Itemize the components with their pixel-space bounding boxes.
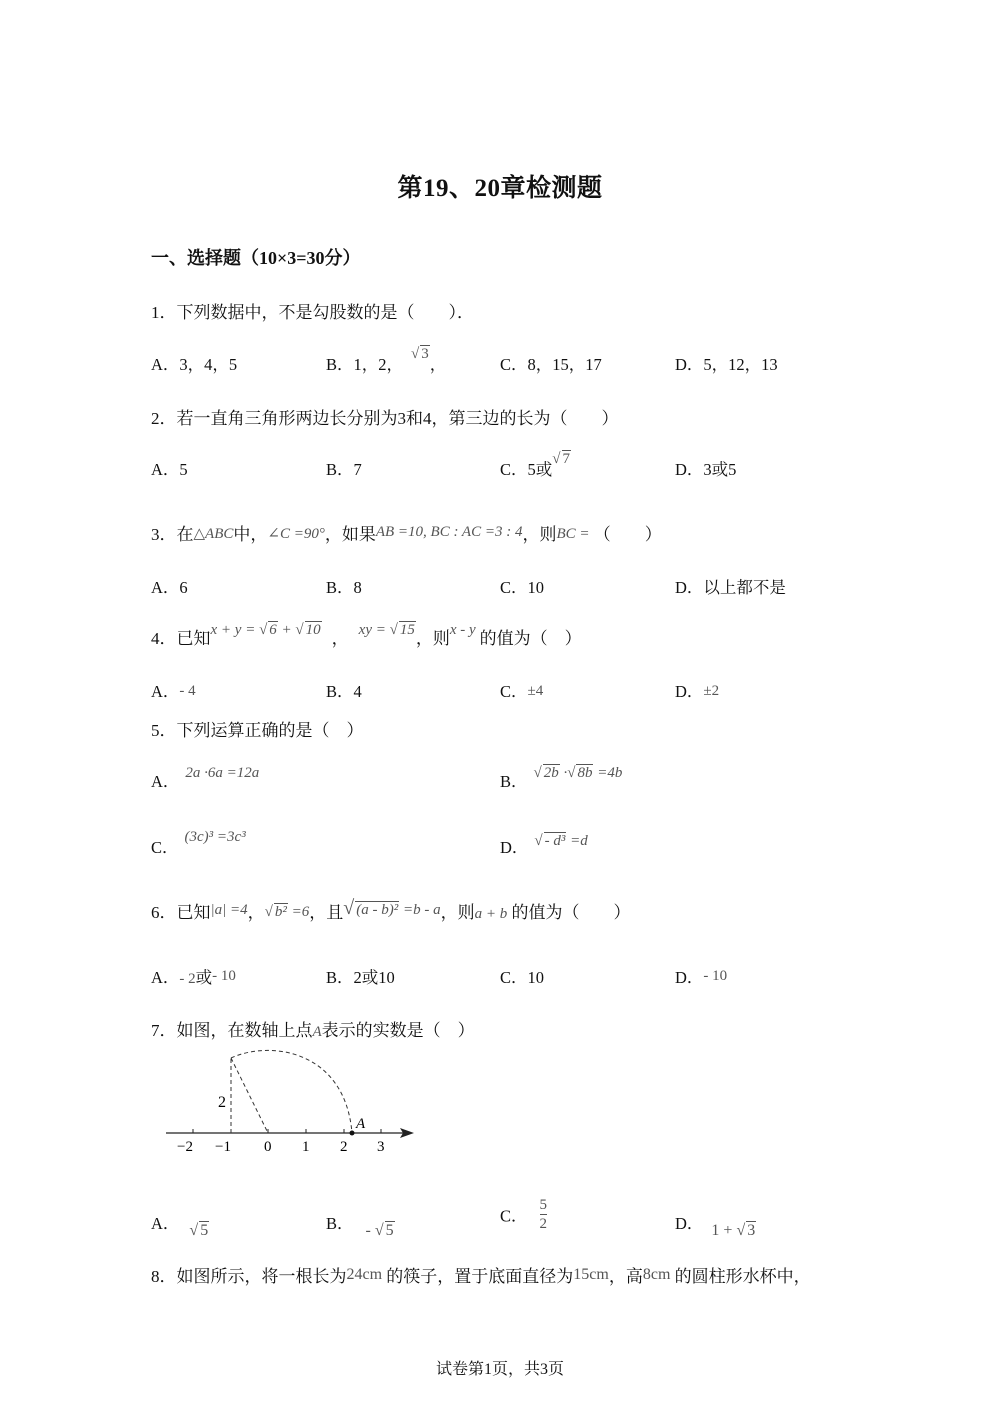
question-7-stem: 7．如图，在数轴上点A表示的实数是（ ） <box>151 1021 475 1040</box>
question-3-stem: 3．在△ABC中，∠C =90°，如果AB =10, BC : AC =3 : 4，则BC = （ ） <box>151 524 662 544</box>
q4-option-c: C．±4 <box>500 682 544 701</box>
number-line-figure <box>160 1045 420 1160</box>
point-a-label: A <box>356 1116 366 1132</box>
tick-label: −2 <box>177 1139 193 1155</box>
question-4-stem: 4．已知x + y = √ 6 + √ 10 ， xy = √ 15，则x - y 的值为（ ） <box>151 622 582 648</box>
q5-option-c: C．(3c)³ =3c³ <box>151 829 246 857</box>
q7-option-b: B． - √ 5 <box>326 1214 394 1239</box>
q2-option-c: C．5或√ 7 <box>500 451 570 479</box>
q7-option-a: A． √ 5 <box>151 1214 209 1239</box>
question-8-stem: 8．如图所示，将一根长为24cm 的筷子，置于底面直径为15cm，高8cm 的圆柱形水杯中， <box>151 1266 811 1286</box>
sqrt-radicand: 3 <box>421 346 429 362</box>
section-heading: 一、选择题（10×3=30分） <box>151 248 361 268</box>
hypotenuse-dashed-segment <box>231 1058 268 1133</box>
q4-option-b: B．4 <box>326 682 362 701</box>
q5-option-a: A． 2a ·6a =12a <box>151 765 260 791</box>
compass-arc <box>231 1050 352 1133</box>
q5-option-d: D． √ - d³ =d <box>500 833 588 857</box>
q3-option-a: A．6 <box>151 578 188 597</box>
q7-option-c: C． $\frac{5}{2}$ <box>500 1197 548 1232</box>
point-a <box>350 1131 355 1136</box>
question-6-stem: 6．已知|a| =4，√ b² =6，且√ (a - b)² =b - a，则a + b 的值为（ ） <box>151 897 631 922</box>
q1-option-b: B．1，2，√ 3， <box>326 346 447 374</box>
q3-option-c: C．10 <box>500 578 545 597</box>
question-5-stem: 5．下列运算正确的是（ ） <box>151 721 364 740</box>
tick-label: 0 <box>264 1139 272 1155</box>
tick-label: 1 <box>302 1139 310 1155</box>
q6-option-d: D．- 10 <box>675 968 728 987</box>
q7-option-d: D． 1 + √ 3 <box>675 1214 756 1239</box>
q2-option-d: D．3或5 <box>675 460 737 479</box>
tick-label: 2 <box>340 1139 348 1155</box>
tick-label: −1 <box>215 1139 231 1155</box>
q1-option-c: C．8，15，17 <box>500 355 602 374</box>
page-footer: 试卷第1页，共3页 <box>435 1361 564 1378</box>
q4-option-a: A．- 4 <box>151 682 196 701</box>
height-label: 2 <box>218 1094 226 1111</box>
q4-option-d: D．±2 <box>675 682 720 701</box>
q6-option-a: A．- 2或- 10 <box>151 968 236 987</box>
page-title: 第19、20章检测题 <box>397 175 603 202</box>
q1-option-a: A．3，4，5 <box>151 355 238 374</box>
q5-option-b: B． √ 2b ·√ 8b =4b <box>500 765 623 791</box>
q1-option-d: D．5，12，13 <box>675 355 778 374</box>
question-1-stem: 1．下列数据中，不是勾股数的是（ ）． <box>151 303 474 322</box>
q3-option-d: D．以上都不是 <box>675 578 786 597</box>
q3-option-b: B．8 <box>326 578 362 597</box>
q2-option-a: A．5 <box>151 460 188 479</box>
q6-option-c: C．10 <box>500 968 545 987</box>
tick-label: 3 <box>377 1139 385 1155</box>
q6-option-b: B．2或10 <box>326 968 395 987</box>
q2-option-b: B．7 <box>326 460 362 479</box>
question-2-stem: 2．若一直角三角形两边长分别为3和4，第三边的长为（ ） <box>151 409 619 428</box>
